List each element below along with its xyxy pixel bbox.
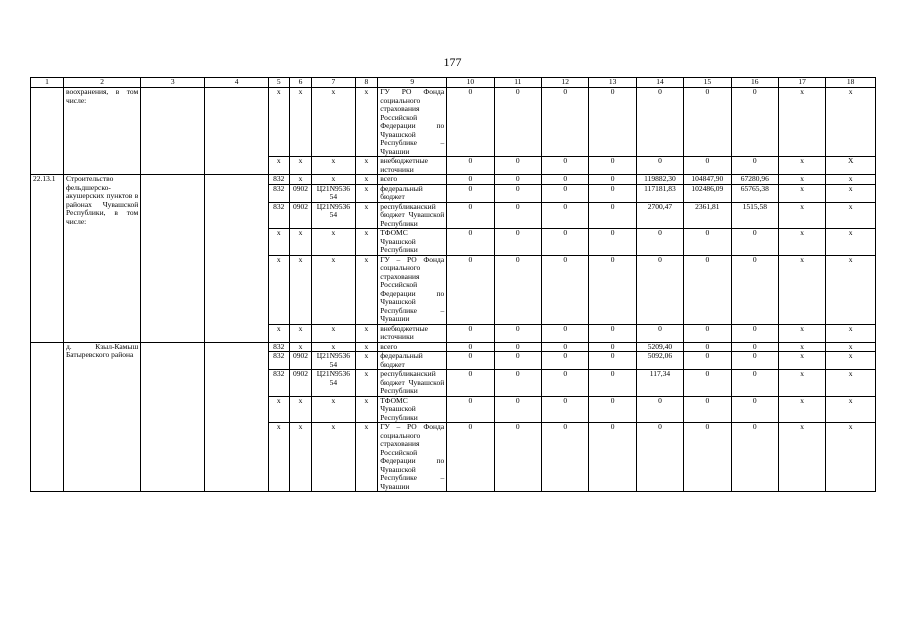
table-cell: 0 <box>494 370 541 397</box>
table-cell: x <box>312 423 355 492</box>
table-cell: x <box>355 352 378 370</box>
item-name: Строительство фельдшерско-акушерских пунктов в районах Чувашской Республики, в том числе: <box>63 175 140 343</box>
table-cell: x <box>355 255 378 324</box>
table-cell: x <box>355 88 378 157</box>
table-cell: 0 <box>589 157 636 175</box>
table-cell: x <box>778 202 825 229</box>
table-cell: x <box>355 175 378 185</box>
table-cell: 0 <box>447 342 494 352</box>
table-cell: 0 <box>684 370 731 397</box>
column-header: 18 <box>826 78 876 88</box>
table-cell: x <box>826 396 876 423</box>
table-cell: x <box>355 184 378 202</box>
table-cell: x <box>826 88 876 157</box>
table-cell: x <box>269 157 290 175</box>
table-cell: 832 <box>269 184 290 202</box>
table-cell: 0 <box>589 324 636 342</box>
table-cell: 5209,40 <box>636 342 683 352</box>
table-cell: x <box>826 324 876 342</box>
table-cell: 0 <box>447 423 494 492</box>
table-cell: x <box>269 324 290 342</box>
funding-source-cell: ТФОМС Чувашской Республики <box>378 396 447 423</box>
table-cell: x <box>778 423 825 492</box>
table-cell: 0 <box>447 396 494 423</box>
table-cell: 0902 <box>289 184 312 202</box>
table-header <box>31 78 876 88</box>
table-cell: x <box>778 184 825 202</box>
table-cell: x <box>826 229 876 256</box>
table-cell: 0 <box>494 396 541 423</box>
table-cell: 832 <box>269 370 290 397</box>
table-cell: 0 <box>589 175 636 185</box>
table-cell: 0 <box>494 175 541 185</box>
column-header: 8 <box>355 78 378 88</box>
empty-cell <box>141 175 205 343</box>
table-cell: x <box>312 229 355 256</box>
table-cell: x <box>312 88 355 157</box>
table-cell: 0 <box>589 202 636 229</box>
table-cell: x <box>355 370 378 397</box>
column-header: 10 <box>447 78 494 88</box>
table-cell: 0 <box>494 423 541 492</box>
column-header: 4 <box>205 78 269 88</box>
table-cell: 0 <box>494 229 541 256</box>
funding-source-cell: всего <box>378 175 447 185</box>
table-cell: 0 <box>636 229 683 256</box>
table-cell: 0 <box>447 157 494 175</box>
table-cell: 832 <box>269 342 290 352</box>
table-cell: 0 <box>542 342 589 352</box>
table-cell: 0 <box>731 396 778 423</box>
table-cell: x <box>826 342 876 352</box>
table-cell: 832 <box>269 175 290 185</box>
column-header: 12 <box>542 78 589 88</box>
budget-table <box>30 77 876 492</box>
table-cell: x <box>289 255 312 324</box>
column-header: 6 <box>289 78 312 88</box>
table-body <box>31 88 876 492</box>
table-cell: 0 <box>589 255 636 324</box>
table-cell: x <box>289 324 312 342</box>
table-cell: 0 <box>542 324 589 342</box>
table-cell: 0 <box>542 229 589 256</box>
table-cell: 0 <box>684 342 731 352</box>
table-cell: 0 <box>494 202 541 229</box>
table-cell: x <box>826 352 876 370</box>
table-cell: x <box>312 396 355 423</box>
table-cell: 0 <box>731 352 778 370</box>
funding-source-cell: внебюджетные источники <box>378 157 447 175</box>
table-cell: 0 <box>731 342 778 352</box>
table-cell: x <box>289 342 312 352</box>
table-cell: 0 <box>636 157 683 175</box>
table-cell: 0 <box>542 202 589 229</box>
table-cell: 0 <box>494 352 541 370</box>
table-cell: x <box>289 229 312 256</box>
table-cell: 5092,06 <box>636 352 683 370</box>
table-cell: 0 <box>494 324 541 342</box>
table-row <box>31 88 876 157</box>
table-cell: x <box>269 396 290 423</box>
table-cell: x <box>312 175 355 185</box>
table-cell: Ц21N9536 54 <box>312 370 355 397</box>
table-cell: 0 <box>542 396 589 423</box>
table-cell: 0 <box>494 88 541 157</box>
table-cell: 0 <box>447 202 494 229</box>
table-cell: 0 <box>684 88 731 157</box>
column-header: 1 <box>31 78 64 88</box>
table-cell: 0 <box>447 184 494 202</box>
table-cell: 1515,58 <box>731 202 778 229</box>
empty-cell <box>205 342 269 492</box>
table-cell: x <box>778 88 825 157</box>
table-cell: 0 <box>589 184 636 202</box>
item-name: д. Кзыл-Камыш Батыревского района <box>63 342 140 492</box>
table-cell: x <box>289 423 312 492</box>
table-cell: 0 <box>731 370 778 397</box>
table-cell: 0 <box>447 352 494 370</box>
table-cell: Ц21N9536 54 <box>312 352 355 370</box>
table-cell: x <box>269 229 290 256</box>
table-cell: 2361,81 <box>684 202 731 229</box>
table-cell: 0 <box>447 229 494 256</box>
table-cell: x <box>355 396 378 423</box>
column-header: 7 <box>312 78 355 88</box>
table-cell: x <box>778 255 825 324</box>
table-cell: x <box>269 255 290 324</box>
table-cell: 0 <box>494 157 541 175</box>
table-cell: 0 <box>684 423 731 492</box>
table-cell: x <box>778 229 825 256</box>
funding-source-cell: ГУ – РО Фонда социального страхования Российской Федерации по Чувашской Республике – Чувашии <box>378 255 447 324</box>
table-row <box>31 175 876 185</box>
table-cell: x <box>826 202 876 229</box>
table-cell: 0 <box>589 88 636 157</box>
table-row <box>31 342 876 352</box>
table-cell: x <box>778 175 825 185</box>
funding-source-cell: федеральный бюджет <box>378 184 447 202</box>
column-header: 16 <box>731 78 778 88</box>
table-cell: 0 <box>731 324 778 342</box>
table-cell: Ц21N9536 54 <box>312 184 355 202</box>
table-cell: 0 <box>447 370 494 397</box>
table-cell: 67280,96 <box>731 175 778 185</box>
table-cell: x <box>355 324 378 342</box>
table-cell: 2700,47 <box>636 202 683 229</box>
table-cell: 0 <box>731 88 778 157</box>
table-cell: 0 <box>731 157 778 175</box>
table-cell: 832 <box>269 352 290 370</box>
table-cell: x <box>826 175 876 185</box>
table-cell: x <box>778 157 825 175</box>
table-cell: 0 <box>636 255 683 324</box>
funding-source-cell: внебюджетные источники <box>378 324 447 342</box>
table-cell: x <box>312 342 355 352</box>
table-cell: 0 <box>684 324 731 342</box>
table-cell: 0 <box>684 255 731 324</box>
empty-cell <box>205 175 269 343</box>
column-header: 17 <box>778 78 825 88</box>
column-header: 3 <box>141 78 205 88</box>
table-cell: 0 <box>542 175 589 185</box>
table-cell: 0 <box>542 184 589 202</box>
table-cell: 0 <box>589 342 636 352</box>
table-cell: x <box>355 342 378 352</box>
funding-source-cell: ТФОМС Чувашской Республики <box>378 229 447 256</box>
table-cell: x <box>826 184 876 202</box>
column-header: 13 <box>589 78 636 88</box>
table-cell: 0902 <box>289 352 312 370</box>
empty-cell <box>141 88 205 175</box>
funding-source-cell: федеральный бюджет <box>378 352 447 370</box>
table-cell: x <box>289 88 312 157</box>
table-cell: 0 <box>731 255 778 324</box>
table-cell: x <box>355 229 378 256</box>
table-cell: 117,34 <box>636 370 683 397</box>
table-cell: 0 <box>636 324 683 342</box>
table-cell: 102486,09 <box>684 184 731 202</box>
table-cell: 0 <box>447 175 494 185</box>
funding-source-cell: всего <box>378 342 447 352</box>
table-cell: x <box>269 88 290 157</box>
table-cell: x <box>826 255 876 324</box>
table-cell: 0 <box>684 229 731 256</box>
item-name: воохранения, в том числе: <box>63 88 140 175</box>
funding-source-cell: республиканский бюджет Чувашской Республики <box>378 202 447 229</box>
table-cell: 0 <box>684 157 731 175</box>
page-number: 177 <box>443 55 462 69</box>
table-cell: 0 <box>684 396 731 423</box>
table-cell: x <box>355 423 378 492</box>
table-cell: x <box>355 157 378 175</box>
table-cell: 0 <box>542 157 589 175</box>
column-header: 15 <box>684 78 731 88</box>
column-header: 14 <box>636 78 683 88</box>
item-number <box>31 88 64 175</box>
table-cell: x <box>778 324 825 342</box>
item-number: 22.13.1 <box>31 175 64 343</box>
table-cell: x <box>289 396 312 423</box>
table-cell: 0 <box>542 370 589 397</box>
table-cell: x <box>778 370 825 397</box>
table-cell: 0 <box>589 396 636 423</box>
table-cell: 0 <box>636 88 683 157</box>
table-cell: 0 <box>494 342 541 352</box>
table-cell: x <box>778 342 825 352</box>
table-cell: x <box>289 157 312 175</box>
table-cell: X <box>826 157 876 175</box>
table-cell: x <box>778 352 825 370</box>
item-number <box>31 342 64 492</box>
table-cell: 0 <box>636 396 683 423</box>
table-cell: 0 <box>589 370 636 397</box>
funding-source-cell: республиканский бюджет Чувашской Республики <box>378 370 447 397</box>
funding-source-cell: ГУ РО Фонда социального страхования Российской Федерации по Чувашской Республике – Чувашии <box>378 88 447 157</box>
table-cell: 0 <box>731 423 778 492</box>
table-cell: Ц21N9536 54 <box>312 202 355 229</box>
table-cell: 0 <box>447 324 494 342</box>
column-header: 2 <box>63 78 140 88</box>
table-cell: 0 <box>494 255 541 324</box>
table-cell: 0 <box>542 423 589 492</box>
table-cell: x <box>269 423 290 492</box>
table-cell: x <box>826 423 876 492</box>
table-cell: 0 <box>589 423 636 492</box>
table-cell: 0 <box>731 229 778 256</box>
table-cell: 0 <box>636 423 683 492</box>
column-header: 11 <box>494 78 541 88</box>
table-cell: 0 <box>542 352 589 370</box>
table-cell: 0 <box>684 352 731 370</box>
table-cell: x <box>826 370 876 397</box>
table-cell: 0 <box>494 184 541 202</box>
table-cell: 0 <box>447 88 494 157</box>
table-cell: 117181,83 <box>636 184 683 202</box>
table-cell: 0 <box>589 229 636 256</box>
table-cell: 0902 <box>289 202 312 229</box>
table-cell: x <box>312 157 355 175</box>
column-header: 5 <box>269 78 290 88</box>
table-cell: x <box>312 255 355 324</box>
column-header: 9 <box>378 78 447 88</box>
table-cell: 119882,30 <box>636 175 683 185</box>
table-cell: x <box>289 175 312 185</box>
funding-source-cell: ГУ – РО Фонда социального страхования Российской Федерации по Чувашской Республике – Чувашии <box>378 423 447 492</box>
table-cell: 0 <box>542 255 589 324</box>
table-cell: x <box>312 324 355 342</box>
table-cell: 65765,38 <box>731 184 778 202</box>
table-cell: x <box>778 396 825 423</box>
table-cell: x <box>355 202 378 229</box>
table-cell: 0 <box>447 255 494 324</box>
empty-cell <box>141 342 205 492</box>
table-cell: 104847,90 <box>684 175 731 185</box>
table-cell: 0 <box>542 88 589 157</box>
table-cell: 0 <box>589 352 636 370</box>
empty-cell <box>205 88 269 175</box>
table-cell: 832 <box>269 202 290 229</box>
table-cell: 0902 <box>289 370 312 397</box>
